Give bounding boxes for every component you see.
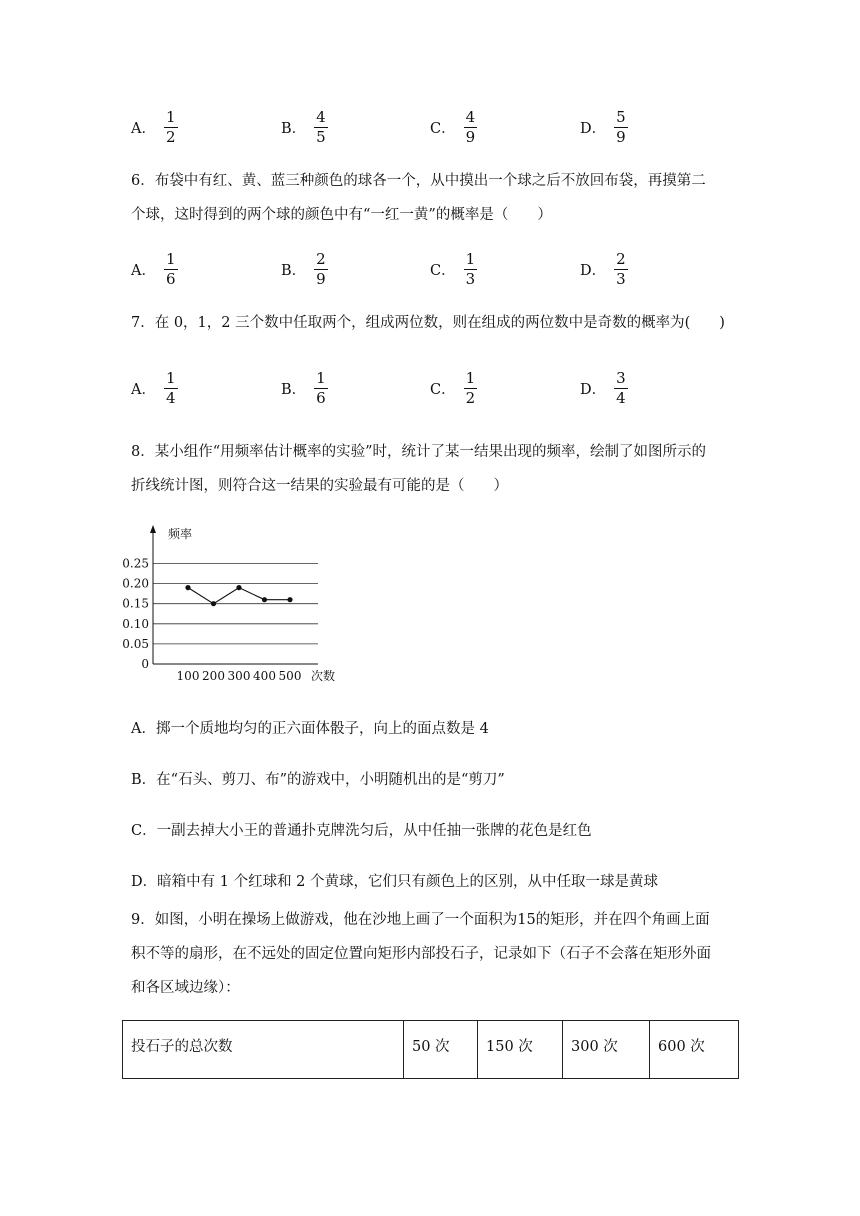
q8-option-a: A．掷一个质地均匀的正六面体骰子，向上的面点数是 4 xyxy=(131,721,489,737)
y-axis-label: 频率 xyxy=(168,527,193,541)
chart-series xyxy=(185,585,292,606)
y-tick-label: 0.20 xyxy=(122,576,149,591)
data-point xyxy=(236,585,241,590)
q5-options xyxy=(0,105,860,149)
q8-options xyxy=(131,712,771,899)
data-point xyxy=(185,585,190,590)
q7-option-b: B． $\frac{1}{6}$ xyxy=(281,368,326,407)
table-cell: 投石子的总次数 xyxy=(123,1021,404,1079)
q6-option-d: D． $\frac{2}{3}$ xyxy=(580,249,626,288)
table-cell: 600 次 xyxy=(650,1021,739,1079)
fraction: $\frac{1}{6}$ xyxy=(165,249,176,288)
q5-option-b: B． $\frac{4}{5}$ xyxy=(281,107,326,146)
y-tick-label: 0.10 xyxy=(122,616,149,631)
q6-option-b: B． $\frac{2}{9}$ xyxy=(281,249,326,288)
fraction: $\frac{1}{4}$ xyxy=(165,368,176,407)
y-tick-labels xyxy=(122,557,149,672)
chart-grid xyxy=(153,564,318,644)
q6-stem: 6．布袋中有红、黄、蓝三种颜色的球各一个，从中摸出一个球之后不放回布袋，再摸第二 个球，这时得到的两个球的颜色中有“一红一黄”的概率是（ ） xyxy=(131,173,706,223)
y-tick-label: 0.25 xyxy=(122,556,149,571)
q5-option-d: D． $\frac{5}{9}$ xyxy=(580,107,626,146)
fraction: $\frac{3}{4}$ xyxy=(616,368,626,407)
q6-option-a: A． $\frac{1}{6}$ xyxy=(131,249,176,288)
table-cell: 50 次 xyxy=(404,1021,478,1079)
data-point xyxy=(211,601,216,606)
q8-option-c: C．一副去掉大小王的普通扑克牌洗匀后，从中任抽一张牌的花色是红色 xyxy=(131,823,592,839)
x-axis-label: 次数 xyxy=(311,669,336,683)
q8-option-d: D．暗箱中有 1 个红球和 2 个黄球，它们只有颜色上的区别，从中任取一球是黄球 xyxy=(131,874,659,890)
y-tick-label: 0.15 xyxy=(122,596,149,611)
q7-option-d: D． $\frac{3}{4}$ xyxy=(580,368,626,407)
data-point xyxy=(287,597,292,602)
fraction: $\frac{2}{9}$ xyxy=(316,249,326,288)
table-cell: 300 次 xyxy=(563,1021,650,1079)
fraction: $\frac{4}{9}$ xyxy=(465,107,476,146)
x-tick-label: 300 xyxy=(227,669,251,683)
y-tick-label: 0.05 xyxy=(122,636,149,651)
fraction: $\frac{1}{6}$ xyxy=(316,368,326,407)
q6-options xyxy=(0,247,860,291)
q5-option-a: A． $\frac{1}{2}$ xyxy=(131,107,176,146)
frequency-line-chart xyxy=(122,518,358,690)
fraction: $\frac{1}{3}$ xyxy=(465,249,476,288)
table-row xyxy=(123,1021,739,1079)
table-cell: 150 次 xyxy=(478,1021,563,1079)
fraction: $\frac{2}{3}$ xyxy=(616,249,626,288)
q9-stem: 9．如图，小明在操场上做游戏，他在沙地上画了一个面积为15的矩形，并在四个角画上面 积不等的扇形，在不远处的固定位置向矩形内部投石子，记录如下（石子不会落在矩形外面 和各区域边缘）： xyxy=(131,912,711,996)
y-tick-label: 0 xyxy=(141,657,149,671)
x-tick-label: 500 xyxy=(278,669,302,683)
q7-stem: 7．在 0，1，2 三个数中任取两个，组成两位数，则在组成的两位数中是奇数的概率为( ) xyxy=(131,315,725,331)
y-axis-arrow xyxy=(150,525,156,533)
q7-options xyxy=(0,366,860,410)
x-tick-label: 100 xyxy=(176,669,200,683)
x-tick-labels xyxy=(177,669,302,683)
fraction: $\frac{4}{5}$ xyxy=(316,107,326,146)
q7-option-c: C． $\frac{1}{2}$ xyxy=(430,368,476,407)
throw-record-table xyxy=(122,1020,739,1079)
q5-option-c: C． $\frac{4}{9}$ xyxy=(430,107,476,146)
q8-option-b: B．在“石头、剪刀、布”的游戏中，小明随机出的是“剪刀” xyxy=(131,772,505,788)
x-tick-label: 200 xyxy=(202,669,225,683)
fraction: $\frac{1}{2}$ xyxy=(465,368,476,407)
q8-stem: 8．某小组作“用频率估计概率的实验”时，统计了某一结果出现的频率，绘制了如图所示的 折线统计图，则符合这一结果的实验最有可能的是（ ） xyxy=(131,444,707,494)
fraction: $\frac{5}{9}$ xyxy=(616,107,626,146)
q6-option-c: C． $\frac{1}{3}$ xyxy=(430,249,476,288)
data-point xyxy=(262,597,267,602)
q7-option-a: A． $\frac{1}{4}$ xyxy=(131,368,176,407)
fraction: $\frac{1}{2}$ xyxy=(165,107,176,146)
x-tick-label: 400 xyxy=(253,669,276,683)
